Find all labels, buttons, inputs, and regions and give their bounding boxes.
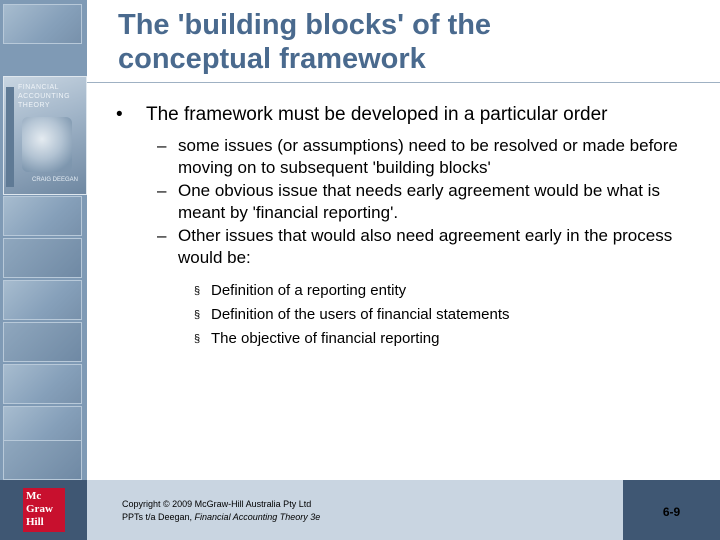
mcgraw-hill-logo [23, 488, 65, 532]
book-cover-line3: THEORY [18, 102, 51, 109]
book-cover-title [18, 83, 84, 110]
sub-bullet-point [112, 180, 702, 224]
book-cover-line1: FINANCIAL [18, 84, 60, 91]
book-spine [6, 87, 14, 187]
ppt-credit-line [122, 511, 602, 524]
nested-list [112, 279, 702, 351]
slide-body [112, 102, 702, 351]
sidebar-tile [3, 280, 82, 320]
section-mark-icon: § [194, 285, 201, 297]
sub-bullet-text: One obvious issue that needs early agreement would be what is meant by 'financial reporting'. [178, 181, 660, 222]
sidebar-tile [3, 238, 82, 278]
book-cover-line2: ACCOUNTING [18, 93, 71, 100]
sub-bullet-text: some issues (or assumptions) need to be resolved or made before moving on to subsequent 'building blocks' [178, 136, 678, 177]
slide-title-line1: The 'building blocks' of the [118, 9, 492, 41]
sidebar-tile [3, 364, 82, 404]
sidebar-tile [3, 322, 82, 362]
book-cover-artwork [22, 117, 72, 172]
list-item [112, 279, 702, 303]
slide-title-line2: conceptual framework [118, 43, 426, 75]
bullet-dot-icon: • [116, 104, 123, 125]
sub-bullet-text: Other issues that would also need agreement early in the process would be: [178, 226, 673, 267]
book-cover-image [3, 76, 87, 195]
ppt-credit-prefix: PPTs t/a Deegan, [122, 512, 195, 522]
bullet-point [112, 102, 702, 127]
copyright-notice [122, 498, 602, 524]
logo-line1: Mc [26, 490, 42, 502]
dash-icon: – [157, 181, 167, 200]
bullet-text: The framework must be developed in a particular order [146, 104, 608, 125]
dash-icon: – [157, 226, 167, 245]
section-mark-icon: § [194, 333, 201, 345]
sub-bullet-point [112, 135, 702, 179]
sidebar-tile [3, 196, 82, 236]
page-number: 6-9 [662, 505, 681, 519]
sidebar-tile [3, 440, 82, 480]
title-divider [87, 82, 720, 83]
list-item-text: Definition of a reporting entity [211, 282, 407, 299]
logo-line3: Hill [26, 516, 44, 528]
list-item-text: The objective of financial reporting [211, 330, 440, 347]
list-item [112, 303, 702, 327]
ppt-credit-book: Financial Accounting Theory 3e [194, 512, 321, 522]
book-cover-author: CRAIG DEEGAN [32, 177, 79, 183]
sub-bullet-point [112, 225, 702, 269]
list-item-text: Definition of the users of financial statements [211, 306, 510, 323]
sidebar-tile [3, 4, 82, 44]
logo-line2: Graw [26, 503, 53, 515]
list-item [112, 327, 702, 351]
copyright-line: Copyright © 2009 McGraw-Hill Australia Pty Ltd [122, 499, 312, 509]
slide-title [118, 8, 708, 76]
section-mark-icon: § [194, 309, 201, 321]
dash-icon: – [157, 136, 167, 155]
